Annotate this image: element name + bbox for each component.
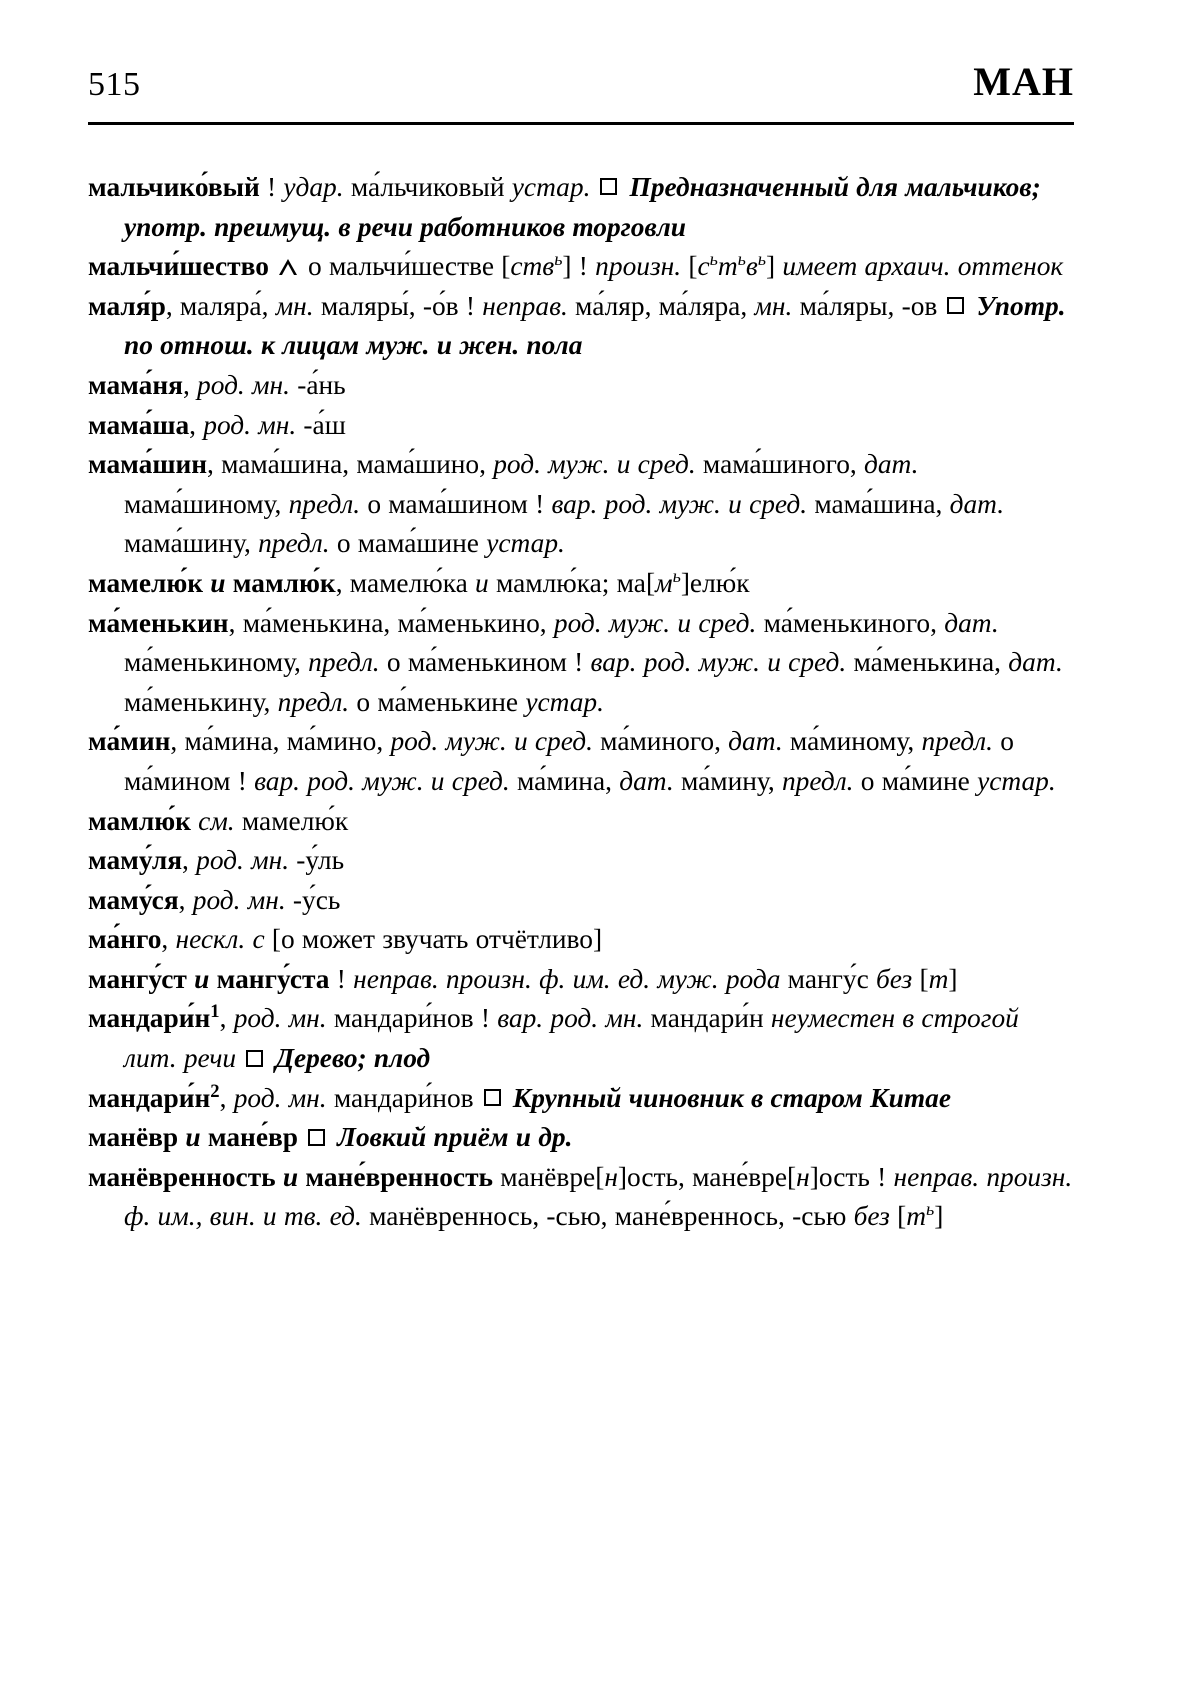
grammar-label: т — [717, 251, 738, 282]
inflection-text: о мальчи́шестве [ — [300, 251, 511, 282]
dictionary-entry — [88, 1079, 1076, 1119]
inflection-text: ма́миного, — [592, 726, 729, 757]
inflection-text: мама́шина, — [807, 488, 950, 519]
inflection-text: мамлю́ка; ма[ — [488, 567, 656, 598]
inflection-text: ма́менькиному, — [124, 647, 309, 678]
grammar-label: устар. — [511, 172, 591, 202]
definition-text: Предназначенный для мальчиков — [622, 172, 1032, 202]
inflection-text: , маляра́, — [165, 290, 276, 321]
definition-text: ; употр. преимущ. в речи работников торговли — [124, 172, 1041, 242]
phonetic-superscript: ь — [554, 249, 563, 270]
grammar-label: неправ. — [482, 290, 568, 321]
inflection-text: ма́льчиковый — [343, 172, 512, 202]
grammar-label: мн. — [275, 290, 314, 321]
inflection-text: , ма́менькина, ма́менькино, — [228, 607, 554, 638]
phonetic-superscript: ь — [709, 249, 718, 270]
inflection-text: мама́шиному, — [124, 488, 289, 519]
grammar-label: предл. — [258, 528, 330, 559]
grammar-label: н — [796, 1161, 810, 1192]
inflection-text: ! — [336, 963, 354, 994]
inflection-text: о ма́мине — [853, 765, 978, 796]
dictionary-entry — [88, 247, 1076, 287]
inflection-text: ! — [237, 765, 255, 796]
inflection-text: ма́менькина, — [846, 647, 1009, 678]
inflection-text: ] — [934, 1201, 944, 1232]
grammar-label: м — [655, 567, 673, 598]
definition-box-icon — [246, 1050, 263, 1067]
headword: мама́ня — [88, 369, 183, 400]
page-header — [88, 59, 1074, 104]
headword: мама́шин — [88, 449, 208, 480]
inflection-text: о ма́менькином — [379, 647, 575, 678]
inflection-text: ] — [562, 251, 572, 282]
headword: мамелю́к — [88, 567, 204, 598]
headword: ма́мин — [88, 726, 171, 757]
inflection-text: ма́менькиного, — [756, 607, 945, 638]
grammar-label: предл. — [288, 488, 361, 519]
phonetic-superscript: ь — [926, 1199, 935, 1220]
grammar-label: ств — [510, 251, 555, 282]
grammar-label: род. мн. — [197, 369, 290, 400]
grammar-label: вар. род. муж. и сред. — [551, 488, 808, 519]
definition-text: Употр. по отнош. к лицам муж. и жен. пола — [124, 290, 1066, 361]
grammar-label: предл. — [277, 686, 350, 717]
grammar-label: вар. род. мн. — [497, 1003, 644, 1034]
inflection-text: мандари́н — [643, 1003, 771, 1034]
headword: мане́вр — [207, 1122, 299, 1153]
inflection-text: ! — [535, 488, 552, 519]
homograph-number: 2 — [210, 1080, 220, 1102]
inflection-text: ма́ляры, -ов — [792, 290, 945, 321]
inflection-text: ] — [766, 251, 783, 282]
inflection-text: ! — [465, 290, 483, 321]
headword: мандари́н — [88, 1082, 211, 1113]
headword: манёвр — [88, 1122, 179, 1153]
headword: манёвренность — [88, 1161, 276, 1192]
inflection-text: [ — [912, 963, 929, 994]
grammar-label: род. мн. — [192, 884, 286, 915]
running-head: МАН — [973, 59, 1074, 104]
headword: ма́менькин — [88, 607, 229, 638]
inflection-text: о ма́менькине — [349, 686, 526, 717]
dictionary-entry — [88, 999, 1076, 1078]
headword: мангу́ст — [88, 963, 187, 994]
grammar-label: род. муж. и сред. — [390, 726, 593, 757]
inflection-text — [329, 964, 336, 994]
phonetic-superscript: ь — [737, 249, 746, 270]
inflection-text: , — [219, 1003, 234, 1034]
inflection-text — [590, 172, 597, 202]
definition-text: Дерево; плод — [268, 1043, 431, 1074]
inflection-text — [269, 251, 276, 281]
inflection-text: мама́шину, — [124, 528, 259, 559]
grammar-label: дат. — [944, 607, 999, 638]
definition-text: и — [178, 1122, 208, 1153]
inflection-text — [298, 1122, 305, 1152]
inflection-text: мандари́нов — [326, 1003, 481, 1034]
inflection-text: -а́нь — [289, 369, 346, 400]
inflection-text: [ — [889, 1201, 907, 1232]
dictionary-entry — [88, 722, 1076, 801]
inflection-text: [о может звучать отчётливо] — [264, 924, 603, 955]
grammar-label: род. мн. — [203, 409, 297, 440]
grammar-label: предл. — [921, 726, 993, 757]
header-rule — [88, 122, 1074, 125]
inflection-text: , — [161, 924, 176, 955]
inflection-text: , — [189, 409, 204, 440]
inflection-text: ]ость, мане́вре[ — [617, 1161, 797, 1192]
inflection-text: , — [182, 369, 198, 400]
definition-text: и — [203, 567, 233, 598]
headword: мамлю́к — [232, 567, 336, 598]
dictionary-entry — [88, 168, 1076, 247]
grammar-label: н — [604, 1161, 618, 1192]
grammar-label: устар. — [525, 686, 604, 717]
inflection-text: мама́шиного, — [695, 449, 864, 480]
headword: маму́ля — [88, 845, 183, 876]
grammar-label: дат. — [619, 765, 674, 796]
grammar-label: без — [875, 963, 913, 994]
dictionary-entry — [88, 881, 1076, 921]
inflection-text: мангу́с — [780, 963, 876, 994]
inflection-text: , — [178, 884, 193, 915]
dictionary-entry — [88, 1158, 1076, 1237]
grammar-label: предл. — [781, 765, 854, 796]
inflection-text: мандари́нов — [326, 1082, 481, 1113]
grammar-label: дат. — [864, 449, 919, 480]
grammar-label: без — [853, 1201, 890, 1232]
grammar-label: в — [745, 251, 758, 282]
inflection-text: ! — [877, 1161, 894, 1192]
grammar-label: устар. — [977, 765, 1056, 796]
grammar-label: т — [906, 1201, 926, 1232]
grammar-label: род. муж. и сред. — [553, 607, 757, 638]
inflection-text: ма́менькину, — [124, 686, 278, 717]
headword: маля́р — [88, 290, 166, 321]
inflection-text: о ма́мином — [124, 726, 1014, 796]
dictionary-entry — [88, 564, 1076, 604]
grammar-label: предл. — [308, 647, 380, 678]
homograph-number: 1 — [210, 1001, 220, 1023]
grammar-label: род. мн. — [233, 1003, 327, 1034]
inflection-text: , — [182, 845, 197, 876]
inflection-text: ! — [571, 251, 596, 282]
entry-list — [88, 168, 1076, 1237]
grammar-label: произн. — [595, 251, 682, 282]
headword: мамлю́к — [88, 805, 191, 836]
grammar-label: устар. — [486, 528, 565, 559]
definition-box-icon — [947, 297, 964, 314]
inflection-text: , мамелю́ка — [335, 567, 476, 598]
definition-text: и — [275, 1161, 306, 1192]
inflection-text: манёвре[ — [493, 1161, 605, 1192]
definition-box-icon — [600, 178, 617, 195]
grammar-label: имеет архаич. оттенок — [782, 251, 1064, 282]
inflection-text: ! — [574, 647, 591, 678]
inflection-text — [260, 172, 267, 202]
inflection-text: ] — [948, 963, 958, 994]
inflection-text: , — [219, 1082, 234, 1113]
inflection-text: , ма́мина, ма́мино, — [170, 726, 391, 757]
triangle-icon — [279, 259, 297, 275]
definition-box-icon — [308, 1129, 325, 1146]
definition-text: Ловкий приём и др. — [329, 1122, 573, 1153]
headword: маму́ся — [88, 884, 179, 915]
inflection-text: ! — [480, 1003, 498, 1034]
grammar-label: вар. род. муж. и сред. — [590, 647, 847, 678]
headword: мангу́ста — [216, 963, 330, 994]
inflection-text: ма́ляр, ма́ляра, — [567, 290, 755, 321]
grammar-label: см. — [198, 805, 235, 836]
inflection-text: манёвреннось, -сью, мане́вреннось, -сью — [361, 1201, 854, 1232]
definition-text: и — [186, 963, 217, 994]
grammar-label: т — [928, 963, 949, 994]
inflection-text: ]ость — [809, 1161, 878, 1192]
headword: мальчико́вый — [88, 172, 260, 202]
inflection-text: , мама́шина, мама́шино, — [207, 449, 494, 480]
headword: мама́ша — [88, 409, 190, 440]
phonetic-superscript: ь — [672, 565, 681, 586]
dictionary-entry — [88, 1118, 1076, 1158]
grammar-label: неправ. произн. ф. им. ед. муж. рода — [353, 963, 781, 994]
inflection-text: маляры́, -о́в — [313, 290, 466, 321]
grammar-label: неправ. произн. ф. им., вин. и тв. ед. — [124, 1161, 1073, 1232]
page-number: 515 — [88, 66, 141, 103]
inflection-text: ]елю́к — [680, 567, 750, 598]
dictionary-entry — [88, 802, 1076, 842]
grammar-label: вар. род. муж. и сред. — [254, 765, 510, 796]
grammar-label: род. мн. — [233, 1082, 327, 1113]
grammar-label: род. мн. — [196, 845, 290, 876]
headword: ма́нго — [88, 924, 162, 955]
definition-box-icon — [484, 1089, 501, 1106]
inflection-text: о мама́шином — [360, 488, 536, 519]
inflection-text: -у́сь — [285, 884, 341, 915]
dictionary-entry — [88, 287, 1076, 366]
inflection-text: мамелю́к — [234, 805, 349, 836]
inflection-text: ! — [267, 172, 277, 202]
inflection-text: ма́мина, — [509, 765, 620, 796]
grammar-label: дат. — [949, 488, 1005, 519]
dictionary-entry — [88, 445, 1076, 564]
grammar-label: дат. — [728, 726, 783, 757]
inflection-text — [236, 1043, 243, 1073]
inflection-text: -а́ш — [296, 409, 346, 440]
dictionary-entry — [88, 920, 1076, 960]
dictionary-entry — [88, 604, 1076, 723]
headword: мальчи́шество — [88, 251, 269, 282]
grammar-label: и — [475, 567, 489, 598]
dictionary-entry — [88, 841, 1076, 881]
inflection-text: ма́миному, — [782, 726, 922, 757]
inflection-text: ма́мину, — [673, 765, 782, 796]
headword: мане́вренность — [305, 1161, 494, 1192]
dictionary-entry — [88, 960, 1076, 1000]
inflection-text: о мама́шине — [329, 528, 487, 559]
grammar-label: с — [697, 251, 710, 282]
grammar-label: дат. — [1008, 647, 1063, 678]
grammar-label: удар. — [283, 172, 344, 202]
grammar-label: мн. — [754, 290, 793, 321]
grammar-label: неуместен в строгой лит. речи — [124, 1003, 1019, 1074]
dictionary-entry — [88, 406, 1076, 446]
dictionary-entry — [88, 366, 1076, 406]
inflection-text: -у́ль — [289, 845, 345, 876]
headword: мандари́н — [88, 1003, 211, 1034]
phonetic-superscript: ь — [757, 249, 766, 270]
grammar-label: нескл. с — [175, 924, 265, 955]
grammar-label: род. муж. и сред. — [493, 449, 696, 480]
inflection-text: [ — [681, 251, 698, 282]
definition-text: Крупный чиновник в старом Китае — [505, 1082, 952, 1113]
